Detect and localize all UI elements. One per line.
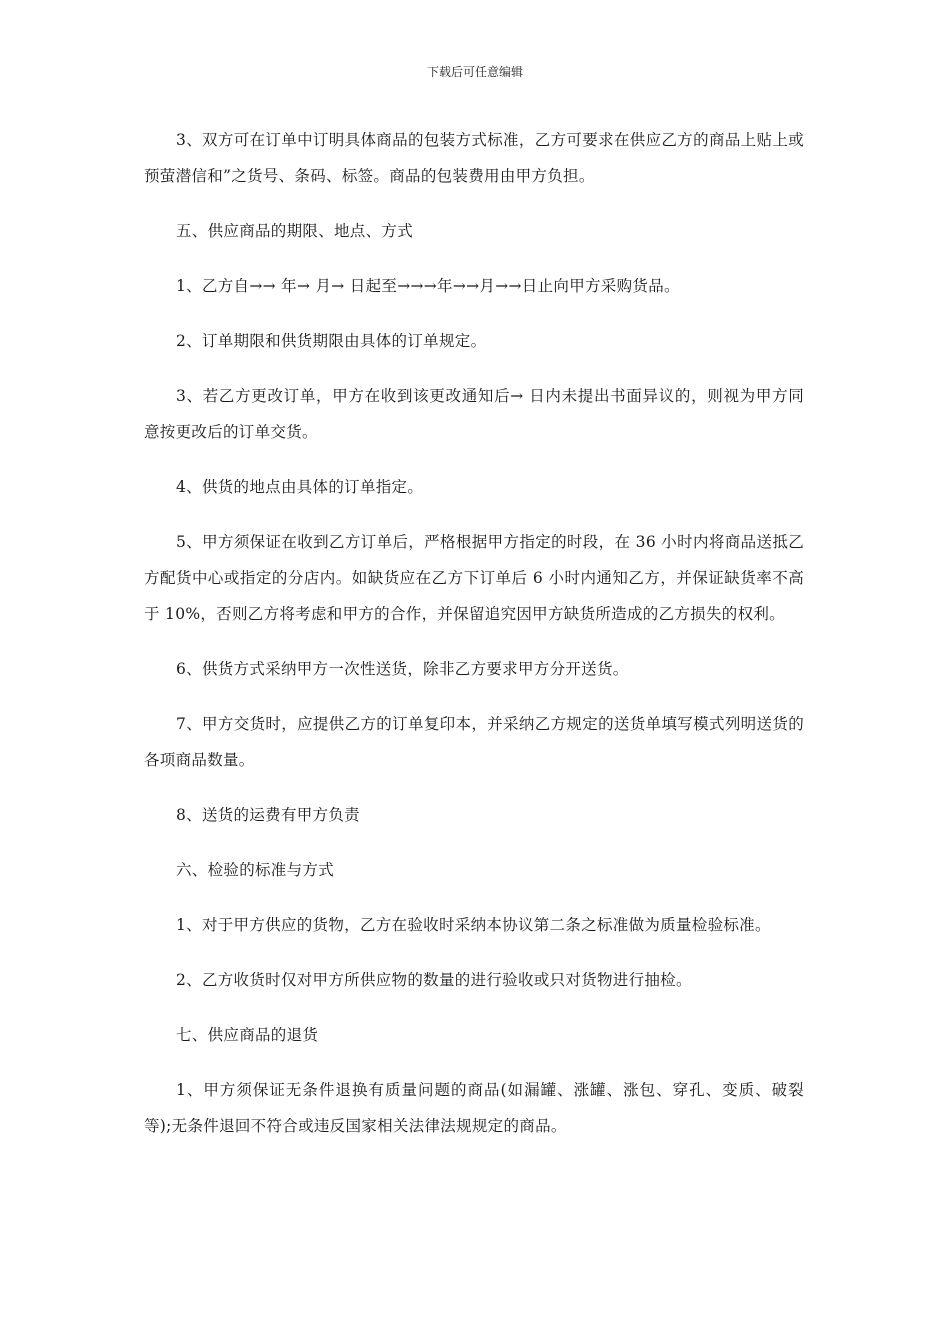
clause-order-term: 2、订单期限和供货期限由具体的订单规定。 <box>176 332 487 350</box>
section-heading-inspection: 六、检验的标准与方式 <box>176 861 335 879</box>
section-heading-supply-period: 五、供应商品的期限、地点、方式 <box>176 222 414 240</box>
clause-delivery-location: 4、供货的地点由具体的订单指定。 <box>176 478 424 496</box>
clause-shipping-cost: 8、送货的运费有甲方负责 <box>176 806 360 824</box>
clause-inspection-standard: 1、对于甲方供应的货物，乙方在验收时采纳本协议第二条之标准做为质量检验标准。 <box>176 916 771 934</box>
clause-delivery-method: 6、供货方式采纳甲方一次性送货，除非乙方要求甲方分开送货。 <box>176 660 629 678</box>
section-heading-returns: 七、供应商品的退货 <box>176 1026 319 1044</box>
clause-returns-quality: 1、甲方须保证无条件退换有质量问题的商品(如漏罐、涨罐、涨包、穿孔、变质、破裂等);无条件退回不符合或违反国家相关法律法规规定的商品。 <box>144 1081 804 1135</box>
clause-purchase-period: 1、乙方自→→ 年→ 月→ 日起至→→→年→→月→→日止向甲方采购货品。 <box>176 277 680 295</box>
clause-delivery-documents: 7、甲方交货时，应提供乙方的订单复印本，并采纳乙方规定的送货单填写模式列明送货的各项商品数量。 <box>144 715 804 769</box>
clause-delivery-time: 5、甲方须保证在收到乙方订单后，严格根据甲方指定的时段，在 36 小时内将商品送抵乙方配货中心或指定的分店内。如缺货应在乙方下订单后 6 小时内通知乙方，并保证缺货率不高于 10%，否则乙方将考虑和甲方的合作，并保留追究因甲方缺货所造成的乙方损失的权利。 <box>144 533 804 623</box>
page-header: 下载后可任意编辑 <box>426 65 523 79</box>
clause-packaging: 3、双方可在订单中订明具体商品的包装方式标准，乙方可要求在供应乙方的商品上贴上或预萤潜信和”之货号、条码、标签。商品的包装费用由甲方负担。 <box>144 131 804 185</box>
clause-order-change: 3、若乙方更改订单，甲方在收到该更改通知后→ 日内未提出书面异议的，则视为甲方同意按更改后的订单交货。 <box>144 387 804 441</box>
clause-inspection-method: 2、乙方收货时仅对甲方所供应物的数量的进行验收或只对货物进行抽检。 <box>176 971 692 989</box>
document-body <box>144 122 804 1144</box>
